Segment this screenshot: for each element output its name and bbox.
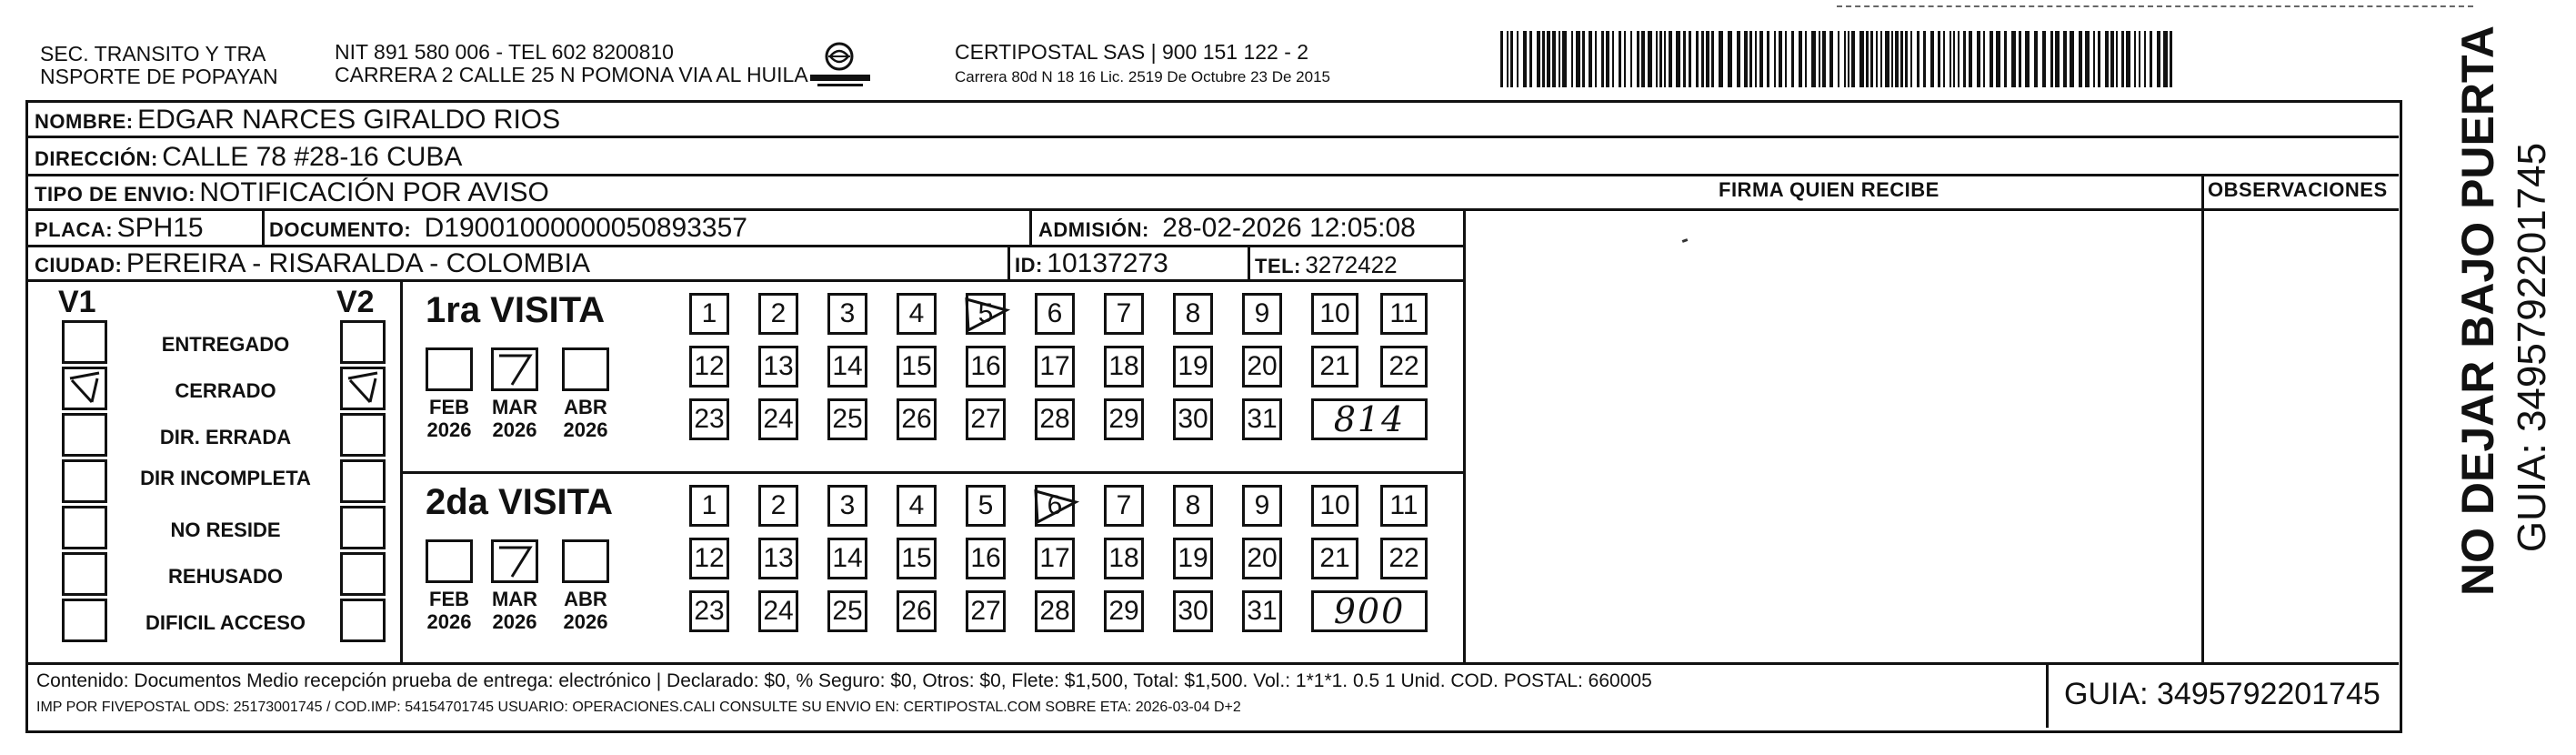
barcode xyxy=(1500,31,2180,91)
day-box[interactable]: 24 xyxy=(758,398,798,440)
day-box[interactable]: 4 xyxy=(897,293,937,335)
month-year: 2026 xyxy=(426,418,472,442)
id-divider xyxy=(1007,245,1010,279)
day-box[interactable]: 11 xyxy=(1380,485,1428,527)
day-box[interactable]: 14 xyxy=(827,538,867,579)
certipostal-logo xyxy=(805,40,877,95)
nombre-label: NOMBRE: xyxy=(35,110,134,133)
footer-print-line: IMP POR FIVEPOSTAL ODS: 25173001745 / COD.IMP: 54154701745 USUARIO: OPERACIONES.CALI CONSULTE SU ENVIO EN: CERTIPOSTAL.COM SOBRE ETA: 2026-03-04 D+2 xyxy=(36,700,1241,715)
tel-row xyxy=(1255,253,1398,277)
month-name: ABR xyxy=(564,396,607,418)
day-box[interactable]: 30 xyxy=(1173,590,1213,632)
direccion-label: DIRECCIÓN: xyxy=(35,147,158,170)
v1-checkbox[interactable] xyxy=(62,552,107,596)
day-box[interactable]: 23 xyxy=(689,590,729,632)
month-year: 2026 xyxy=(426,610,472,634)
status-label: ENTREGADO xyxy=(161,333,290,356)
day-box[interactable]: 10 xyxy=(1311,293,1358,335)
checkmark-icon xyxy=(65,369,105,408)
day-box[interactable]: 16 xyxy=(966,346,1006,388)
ciudad-label: CIUDAD: xyxy=(35,254,123,277)
day-box[interactable]: 18 xyxy=(1104,346,1144,388)
v2-checkbox[interactable] xyxy=(340,599,386,642)
month-checkbox[interactable] xyxy=(491,347,538,391)
day-box[interactable]: 9 xyxy=(1242,293,1282,335)
status-label: REHUSADO xyxy=(168,565,283,588)
day-box[interactable]: 13 xyxy=(758,538,798,579)
placa-divider xyxy=(262,208,265,245)
day-box[interactable]: 2 xyxy=(758,293,798,335)
month-label xyxy=(416,588,482,634)
row-divider xyxy=(25,279,1466,282)
status-label: NO RESIDE xyxy=(170,518,281,541)
month-label xyxy=(482,588,547,634)
day-box[interactable]: 22 xyxy=(1380,346,1428,388)
v1-header: V1 xyxy=(58,285,96,319)
ciudad-value: PEREIRA - RISARALDA - COLOMBIA xyxy=(125,248,590,278)
day-box[interactable]: 7 xyxy=(1104,293,1144,335)
v2-checkbox[interactable] xyxy=(340,320,386,364)
day-box[interactable]: 1 xyxy=(689,485,729,527)
id-value: 10137273 xyxy=(1047,248,1168,278)
day-box[interactable]: 20 xyxy=(1242,346,1282,388)
day-box[interactable]: 1 xyxy=(689,293,729,335)
v2-checkbox[interactable] xyxy=(340,506,386,549)
row-divider xyxy=(25,208,2399,211)
v2-checkbox[interactable] xyxy=(340,459,386,503)
time-box[interactable]: 814 xyxy=(1311,398,1428,440)
visit-title: 2da VISITA xyxy=(426,482,613,522)
day-box[interactable]: 24 xyxy=(758,590,798,632)
sender-address-line: CARRERA 2 CALLE 25 N POMONA VIA AL HUILA xyxy=(335,63,808,86)
v1-checkbox[interactable] xyxy=(62,413,107,457)
v2-checkbox[interactable] xyxy=(340,552,386,596)
status-label: DIFICIL ACCESO xyxy=(145,611,306,634)
documento-row xyxy=(269,215,747,242)
day-box[interactable]: 29 xyxy=(1104,398,1144,440)
company-name-line: CERTIPOSTAL SAS | 900 151 122 - 2 xyxy=(955,40,1309,64)
placa-value: SPH15 xyxy=(116,213,204,243)
day-box[interactable]: 27 xyxy=(966,590,1006,632)
footer-content-line: Contenido: Documentos Medio recepción prueba de entrega: electrónico | Declarado: $0, % Seguro: $0, Otros: $0, Flete: $1,500, Total: $1,500. Vol.: 1*1*1. 0.5 1 Unid. COD. POSTAL: 660005 xyxy=(36,670,1652,691)
checkmark-icon xyxy=(494,542,536,580)
month-name: MAR xyxy=(491,396,538,418)
day-box[interactable]: 15 xyxy=(897,346,937,388)
id-row xyxy=(1015,250,1168,277)
day-box[interactable]: 19 xyxy=(1173,346,1213,388)
admision-label: ADMISIÓN: xyxy=(1038,218,1149,241)
month-year: 2026 xyxy=(563,610,608,634)
time-box[interactable]: 900 xyxy=(1311,590,1428,632)
month-checkbox[interactable] xyxy=(426,539,473,583)
tel-label: TEL: xyxy=(1255,255,1301,277)
day-box[interactable]: 5 xyxy=(966,293,1006,335)
v2-checkbox[interactable] xyxy=(340,413,386,457)
tel-divider xyxy=(1248,245,1250,279)
v1-checkbox[interactable] xyxy=(62,459,107,503)
signature-column-left xyxy=(1463,208,1466,664)
status-label: DIR. ERRADA xyxy=(159,426,292,448)
month-name: FEB xyxy=(429,396,469,418)
day-box[interactable]: 2 xyxy=(758,485,798,527)
day-box[interactable]: 14 xyxy=(827,346,867,388)
day-box[interactable]: 7 xyxy=(1104,485,1144,527)
day-box[interactable]: 18 xyxy=(1104,538,1144,579)
firma-header: FIRMA QUIEN RECIBE xyxy=(1719,178,1940,201)
sender-name-line1: SEC. TRANSITO Y TRA xyxy=(40,42,266,65)
month-checkbox[interactable] xyxy=(562,539,609,583)
day-box[interactable]: 21 xyxy=(1311,538,1358,579)
placa-row xyxy=(35,215,204,242)
observations-column-left xyxy=(2201,174,2204,664)
v1-checkbox[interactable] xyxy=(62,320,107,364)
scan-edge-top xyxy=(1837,5,2473,7)
day-box[interactable]: 11 xyxy=(1380,293,1428,335)
row-divider xyxy=(25,136,2399,138)
month-name: ABR xyxy=(564,588,607,610)
side-warning-block xyxy=(2419,25,2554,637)
v1-checkbox[interactable] xyxy=(62,599,107,642)
visit-divider xyxy=(400,471,1466,474)
day-box[interactable]: 12 xyxy=(689,346,729,388)
visit-title: 1ra VISITA xyxy=(426,290,606,330)
no-dejar-bajo-puerta-text: NO DEJAR BAJO PUERTA xyxy=(2452,25,2503,596)
day-box[interactable]: 25 xyxy=(827,398,867,440)
day-box[interactable]: 10 xyxy=(1311,485,1358,527)
direccion-row xyxy=(35,144,462,171)
month-label xyxy=(553,588,618,634)
day-box[interactable]: 12 xyxy=(689,538,729,579)
id-label: ID: xyxy=(1015,254,1043,277)
nombre-value: EDGAR NARCES GIRALDO RIOS xyxy=(137,105,561,135)
nombre-row xyxy=(35,106,560,134)
tel-value: 3272422 xyxy=(1305,251,1398,278)
admision-value: 28-02-2026 12:05:08 xyxy=(1162,213,1416,243)
day-box[interactable]: 22 xyxy=(1380,538,1428,579)
day-box[interactable]: 16 xyxy=(966,538,1006,579)
day-box[interactable]: 15 xyxy=(897,538,937,579)
day-box[interactable]: 30 xyxy=(1173,398,1213,440)
day-box[interactable]: 20 xyxy=(1242,538,1282,579)
documento-value: D19001000000050893357 xyxy=(424,213,747,243)
observaciones-header: OBSERVACIONES xyxy=(2208,178,2388,201)
day-box[interactable]: 13 xyxy=(758,346,798,388)
v1-checkbox[interactable] xyxy=(62,367,107,410)
day-box[interactable]: 26 xyxy=(897,398,937,440)
day-box[interactable]: 17 xyxy=(1035,538,1075,579)
status-label: CERRADO xyxy=(175,379,276,402)
day-box[interactable]: 8 xyxy=(1173,485,1213,527)
status-label: DIR INCOMPLETA xyxy=(140,467,311,489)
day-box[interactable]: 26 xyxy=(897,590,937,632)
v2-header: V2 xyxy=(336,285,375,319)
day-box[interactable]: 28 xyxy=(1035,590,1075,632)
checkmark-icon xyxy=(343,369,383,408)
footer-guia: GUIA: 3495792201745 xyxy=(2064,677,2381,711)
month-checkbox[interactable] xyxy=(491,539,538,583)
month-name: MAR xyxy=(491,588,538,610)
footer-divider xyxy=(25,662,2399,665)
day-box[interactable]: 6 xyxy=(1035,293,1075,335)
month-year: 2026 xyxy=(492,610,537,634)
row-divider xyxy=(25,174,2399,176)
v2-checkbox[interactable] xyxy=(340,367,386,410)
tipo-envio-value: NOTIFICACIÓN POR AVISO xyxy=(199,177,549,207)
month-checkbox[interactable] xyxy=(426,347,473,391)
day-box[interactable]: 8 xyxy=(1173,293,1213,335)
day-box[interactable]: 19 xyxy=(1173,538,1213,579)
direccion-value: CALLE 78 #28-16 CUBA xyxy=(162,142,463,172)
month-label xyxy=(416,396,482,442)
status-panel-right xyxy=(400,279,403,664)
day-box[interactable]: 9 xyxy=(1242,485,1282,527)
day-box[interactable]: 28 xyxy=(1035,398,1075,440)
day-box[interactable]: 17 xyxy=(1035,346,1075,388)
day-box[interactable]: 6 xyxy=(1035,485,1075,527)
placa-label: PLACA: xyxy=(35,218,114,241)
day-box[interactable]: 29 xyxy=(1104,590,1144,632)
month-name: FEB xyxy=(429,588,469,610)
day-box[interactable]: 21 xyxy=(1311,346,1358,388)
ciudad-row xyxy=(35,250,590,277)
month-year: 2026 xyxy=(563,418,608,442)
day-box[interactable]: 3 xyxy=(827,293,867,335)
day-box[interactable]: 3 xyxy=(827,485,867,527)
tipo-envio-row xyxy=(35,179,549,206)
day-box[interactable]: 5 xyxy=(966,485,1006,527)
month-label xyxy=(553,396,618,442)
checkmark-icon xyxy=(494,350,536,388)
day-box[interactable]: 25 xyxy=(827,590,867,632)
day-box[interactable]: 23 xyxy=(689,398,729,440)
tipo-envio-label: TIPO DE ENVIO: xyxy=(35,183,195,206)
sender-name-line2: NSPORTE DE POPAYAN xyxy=(40,65,278,88)
documento-label: DOCUMENTO: xyxy=(269,218,412,241)
month-checkbox[interactable] xyxy=(562,347,609,391)
v1-checkbox[interactable] xyxy=(62,506,107,549)
footer-guia-divider xyxy=(2046,662,2049,728)
admision-row xyxy=(1038,215,1416,242)
day-box[interactable]: 4 xyxy=(897,485,937,527)
month-year: 2026 xyxy=(492,418,537,442)
day-box[interactable]: 31 xyxy=(1242,590,1282,632)
side-guia-text: GUIA: 3495792201745 xyxy=(2510,142,2554,553)
sender-nit-line: NIT 891 580 006 - TEL 602 8200810 xyxy=(335,40,674,64)
month-label xyxy=(482,396,547,442)
company-license-line: Carrera 80d N 18 16 Lic. 2519 De Octubre 23 De 2015 xyxy=(955,68,1330,86)
admision-divider xyxy=(1029,208,1032,245)
day-box[interactable]: 27 xyxy=(966,398,1006,440)
day-box[interactable]: 31 xyxy=(1242,398,1282,440)
